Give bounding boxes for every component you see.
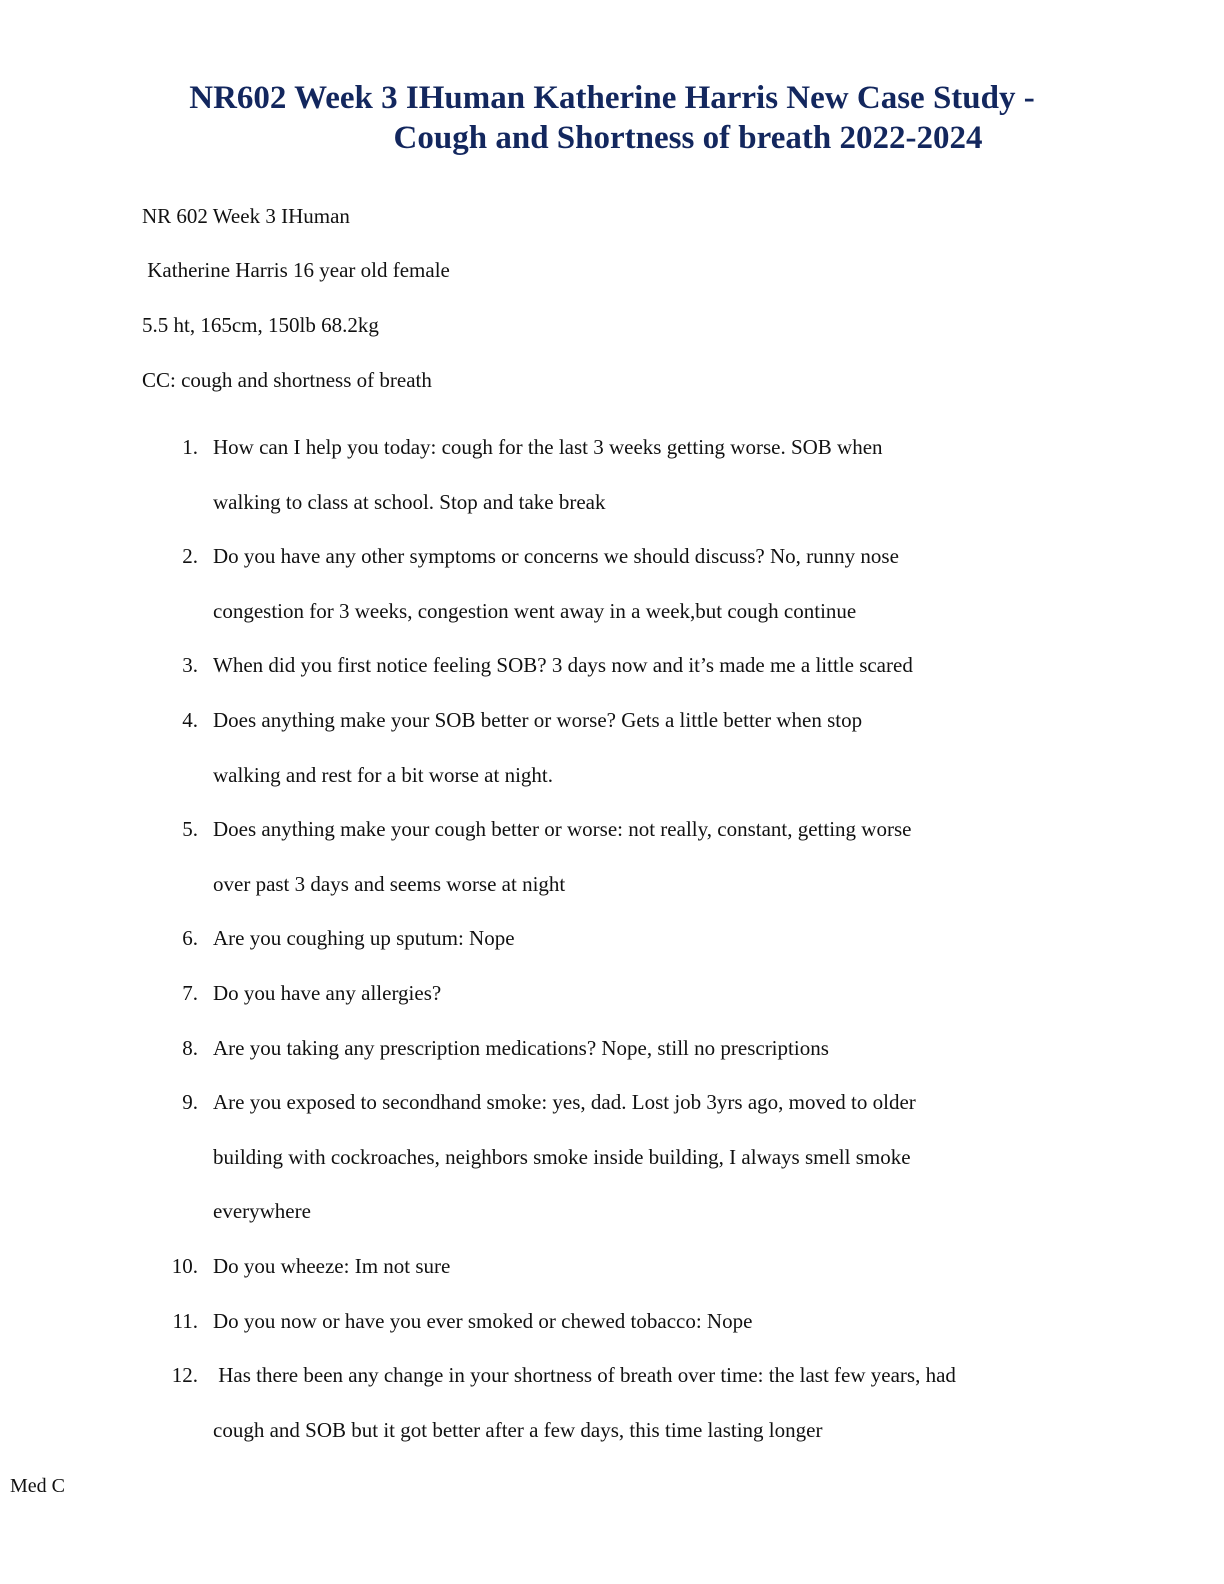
list-item-text-line: Do you wheeze: Im not sure: [213, 1253, 451, 1278]
list-item-text-line: building with cockroaches, neighbors smoke inside building, I always smell smoke: [213, 1144, 911, 1169]
list-item-text-line: walking to class at school. Stop and take break: [213, 489, 606, 514]
list-item-number: 11.: [172, 1308, 198, 1333]
list-item-text-line: walking and rest for a bit worse at night.: [213, 762, 553, 787]
list-item-text-line: Do you have any allergies?: [213, 980, 442, 1005]
list-item-text-line: congestion for 3 weeks, congestion went away in a week,but cough continue: [213, 598, 857, 623]
footer-label: Med C: [10, 1475, 65, 1497]
list-item-text-line: everywhere: [213, 1199, 311, 1224]
list-item-number: 3.: [182, 653, 198, 678]
course-line: NR 602 Week 3 IHuman: [142, 204, 350, 228]
list-item-number: 10.: [171, 1253, 198, 1278]
list-item-number: 12.: [171, 1363, 198, 1388]
list-item: [0, 693, 956, 802]
list-item-text-line: cough and SOB but it got better after a few days, this time lasting longer: [213, 1417, 823, 1442]
question-list: [0, 420, 956, 1457]
title-line-2: Cough and Shortness of breath 2022-2024: [393, 120, 983, 156]
list-item: [0, 1348, 956, 1457]
list-item-number: 8.: [182, 1035, 198, 1060]
list-item: [0, 420, 956, 529]
list-item-text-line: Has there been any change in your shortness of breath over time: the last few years, had: [213, 1363, 956, 1388]
list-item-text-line: Do you now or have you ever smoked or chewed tobacco: Nope: [213, 1308, 753, 1333]
chief-complaint-line: CC: cough and shortness of breath: [142, 368, 432, 392]
list-item: [0, 1075, 956, 1239]
list-item-number: 1.: [182, 435, 198, 459]
list-item-text-line: Does anything make your cough better or worse: not really, constant, getting worse: [213, 817, 912, 842]
list-item-text-line: Does anything make your SOB better or worse? Gets a little better when stop: [213, 707, 863, 732]
title-line-1: NR602 Week 3 IHuman Katherine Harris New Case Study -: [189, 80, 1035, 116]
patient-line: Katherine Harris 16 year old female: [142, 258, 450, 282]
list-item: [0, 966, 956, 1021]
list-item: [0, 911, 956, 966]
list-item: [0, 638, 956, 693]
list-item-number: 6.: [182, 926, 198, 951]
list-item: [0, 1294, 956, 1349]
list-item-text-line: Are you taking any prescription medications? Nope, still no prescriptions: [213, 1035, 829, 1060]
list-item: [0, 1239, 956, 1294]
list-item-text-line: over past 3 days and seems worse at night: [213, 871, 566, 896]
list-item-text-line: How can I help you today: cough for the last 3 weeks getting worse. SOB when: [213, 435, 883, 459]
list-item: [0, 1021, 956, 1076]
measurements-line: 5.5 ht, 165cm, 150lb 68.2kg: [142, 313, 379, 337]
list-item: [0, 802, 956, 911]
list-item-number: 5.: [182, 817, 198, 842]
list-item-text-line: When did you first notice feeling SOB? 3 days now and it’s made me a little scared: [213, 653, 913, 678]
list-item-number: 7.: [182, 980, 198, 1005]
list-item-number: 4.: [182, 707, 198, 732]
list-item-text-line: Are you exposed to secondhand smoke: yes, dad. Lost job 3yrs ago, moved to older: [213, 1090, 916, 1115]
list-item-number: 2.: [182, 544, 198, 569]
list-item-text-line: Are you coughing up sputum: Nope: [213, 926, 515, 951]
page-title: [100, 78, 1124, 158]
list-item-number: 9.: [182, 1090, 198, 1115]
list-item-text-line: Do you have any other symptoms or concerns we should discuss? No, runny nose: [213, 544, 899, 569]
list-item: [0, 529, 956, 638]
